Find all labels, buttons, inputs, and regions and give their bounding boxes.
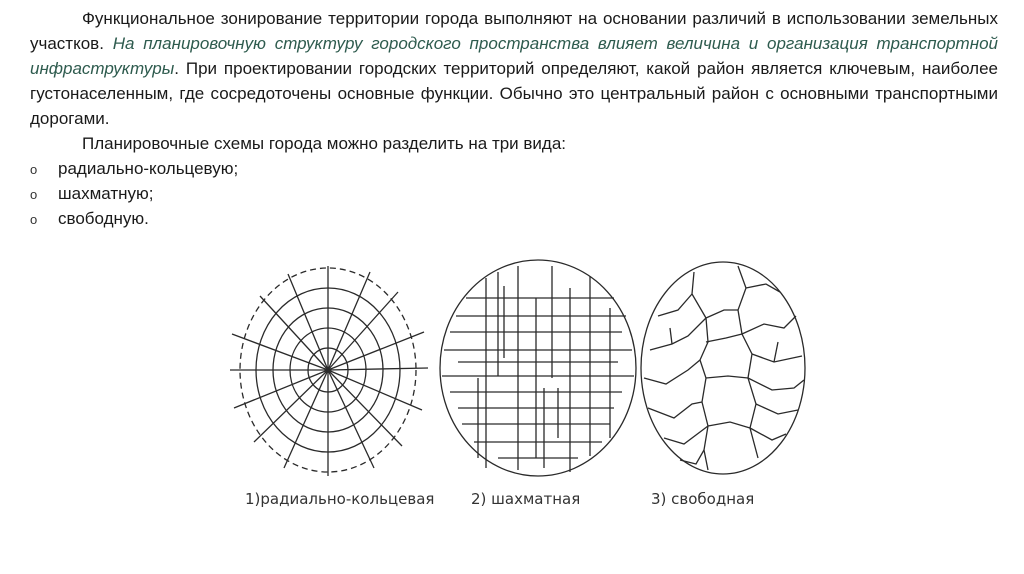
scheme-item-free [30, 206, 998, 231]
scheme-item-grid [30, 181, 998, 206]
intro-text-2: . При проектировании городских территорий определяют, какой район является ключевым, наиболее густонаселенным, где сосредоточены основные функции. Обычно это центральный район с основными транспортными дорогами. [30, 59, 998, 128]
planning-schemes-figure [218, 258, 818, 518]
scheme-item-radial [30, 156, 998, 181]
scheme-label-grid: шахматную; [58, 184, 154, 203]
scheme-label-radial: радиально-кольцевую; [58, 159, 239, 178]
caption-radial: 1)радиально-кольцевая [245, 490, 435, 508]
free-diagram [641, 262, 805, 474]
text-block [30, 6, 998, 231]
radial-ring-diagram [230, 266, 428, 476]
scheme-label-free: свободную. [58, 209, 149, 228]
intro-text-1: Функциональное зонирование территории города выполняют на основании различий в использовании земельных участков. [30, 9, 998, 53]
caption-grid: 2) шахматная [471, 490, 581, 508]
intro-paragraph [30, 6, 998, 131]
bullet-icon: o [30, 187, 38, 202]
caption-free: 3) свободная [651, 490, 755, 508]
schemes-list [30, 156, 998, 231]
bullet-icon: o [30, 212, 38, 227]
grid-diagram [440, 260, 636, 476]
bullet-icon: o [30, 162, 38, 177]
schemes-intro: Планировочные схемы города можно разделить на три вида: [82, 134, 567, 153]
intro-highlight: На планировочную структуру городского пространства влияет величина и организация транспортной инфраструктуры [30, 34, 998, 78]
